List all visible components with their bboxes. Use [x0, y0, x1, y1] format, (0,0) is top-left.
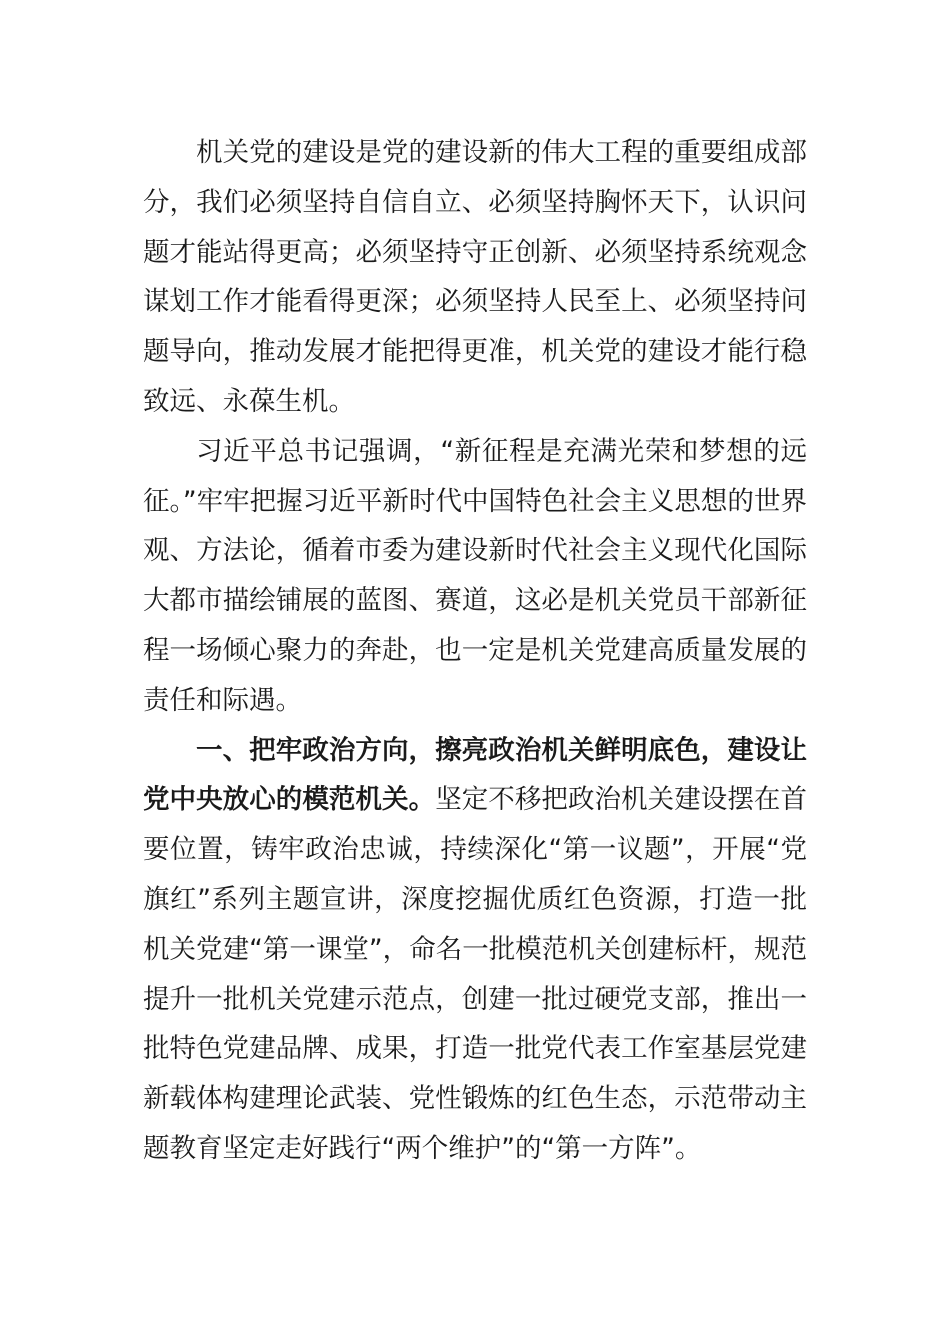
paragraph-intro-text: 机关党的建设是党的建设新的伟大工程的重要组成部分，我们必须坚持自信自立、必须坚持胸怀天下，认识问题才能站得更高；必须坚持守正创新、必须坚持系统观念谋划工作才能看得更深；必须坚持人民至上、必须坚持问题导向，推动发展才能把得更准，机关党的建设才能行稳致远、永葆生机。 — [143, 137, 807, 417]
paragraph-quote — [143, 427, 807, 726]
section-one-text: 坚定不移把政治机关建设摆在首要位置，铸牢政治忠诚，持续深化“第一议题”，开展“党旗红”系列主题宣讲，深度挖掘优质红色资源，打造一批机关党建“第一课堂”，命名一批模范机关创建标杆，规范提升一批机关党建示范点，创建一批过硬党支部，推出一批特色党建品牌、成果，打造一批党代表工作室基层党建新载体构建理论武装、党性锻炼的红色生态，示范带动主题教育坚定走好践行“两个维护”的“第一方阵”。 — [143, 784, 807, 1164]
paragraph-intro — [143, 128, 807, 427]
document-body — [143, 128, 807, 1174]
paragraph-section-one — [143, 726, 807, 1174]
paragraph-quote-text: 习近平总书记强调，“新征程是充满光荣和梦想的远征。”牢牢把握习近平新时代中国特色社会主义思想的世界观、方法论，循着市委为建设新时代社会主义现代化国际大都市描绘铺展的蓝图、赛道，这必是机关党员干部新征程一场倾心聚力的奔赴，也一定是机关党建高质量发展的责任和际遇。 — [143, 435, 807, 716]
section-one-heading: 一、把牢政治方向，擦亮政治机关鲜明底色，建设让党中央放心的模范机关。 — [143, 734, 807, 816]
